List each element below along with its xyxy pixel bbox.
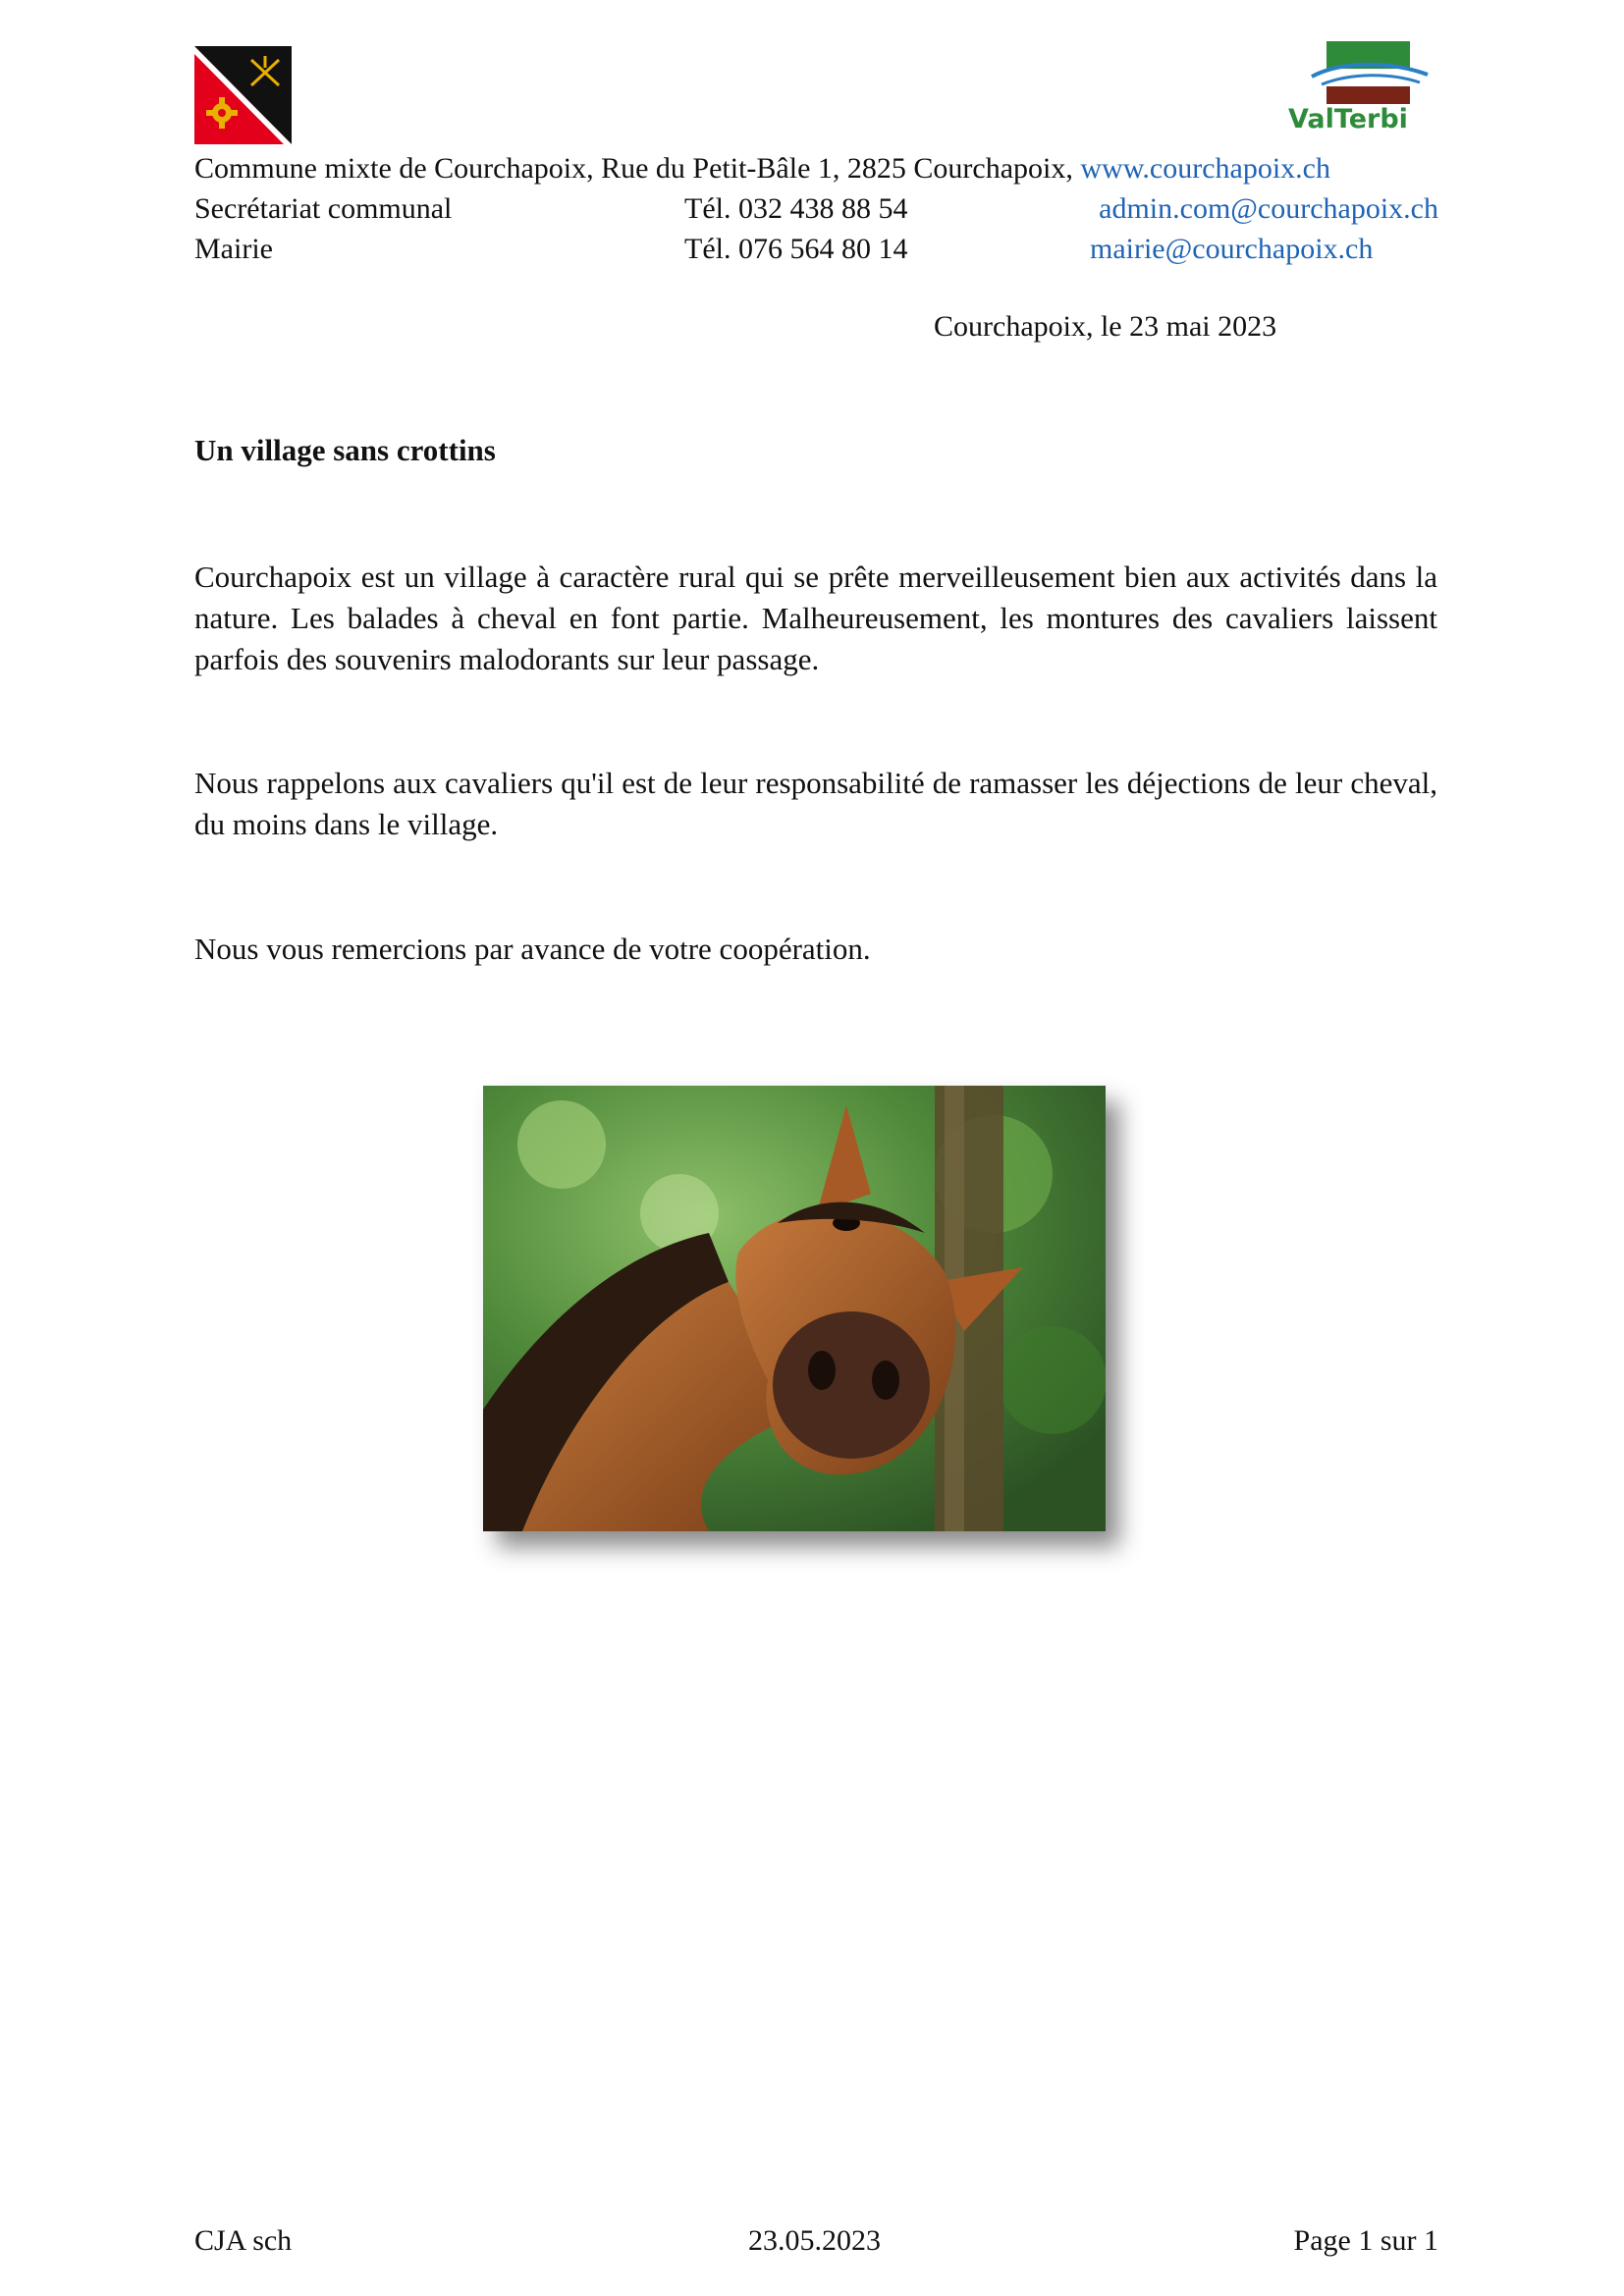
footer-date: 23.05.2023 [748,2224,881,2257]
valterbi-logo [1282,39,1441,142]
mairie-phone: Tél. 076 564 80 14 [684,233,908,265]
secretariat-email-link[interactable]: admin.com@courchapoix.ch [1099,192,1438,225]
mairie-email-link[interactable]: mairie@courchapoix.ch [1090,233,1374,265]
secretariat-label: Secrétariat communal [194,192,453,225]
footer-page-number: Page 1 sur 1 [1293,2224,1438,2257]
address-text: Commune mixte de Courchapoix, Rue du Petit-Bâle 1, 2825 Courchapoix, [194,152,1073,185]
secretariat-phone: Tél. 032 438 88 54 [684,192,908,225]
paragraph-thanks: Nous vous remercions par avance de votre coopération. [194,932,871,966]
letter-date: Courchapoix, le 23 mai 2023 [934,310,1277,343]
horse-photo [483,1086,1106,1531]
header-address-line [194,149,1330,188]
footer-author: CJA sch [194,2224,293,2257]
paragraph-intro: Courchapoix est un village à caractère rural qui se prête merveilleusement bien aux activités dans la nature. Les balades à cheval en font partie. Malheureusement, les montures des cavaliers laissent parfois des souvenirs malodorants sur leur passage. [194,560,1437,676]
valterbi-logo-text: ValTerbi [1288,104,1408,134]
commune-crest-logo [194,46,292,144]
letter-title: Un village sans crottins [194,433,496,467]
mairie-label: Mairie [194,233,273,265]
paragraph-reminder: Nous rappelons aux cavaliers qu'il est de leur responsabilité de ramasser les déjections de leur cheval, du moins dans le village. [194,766,1437,841]
website-link[interactable]: www.courchapoix.ch [1080,152,1330,185]
